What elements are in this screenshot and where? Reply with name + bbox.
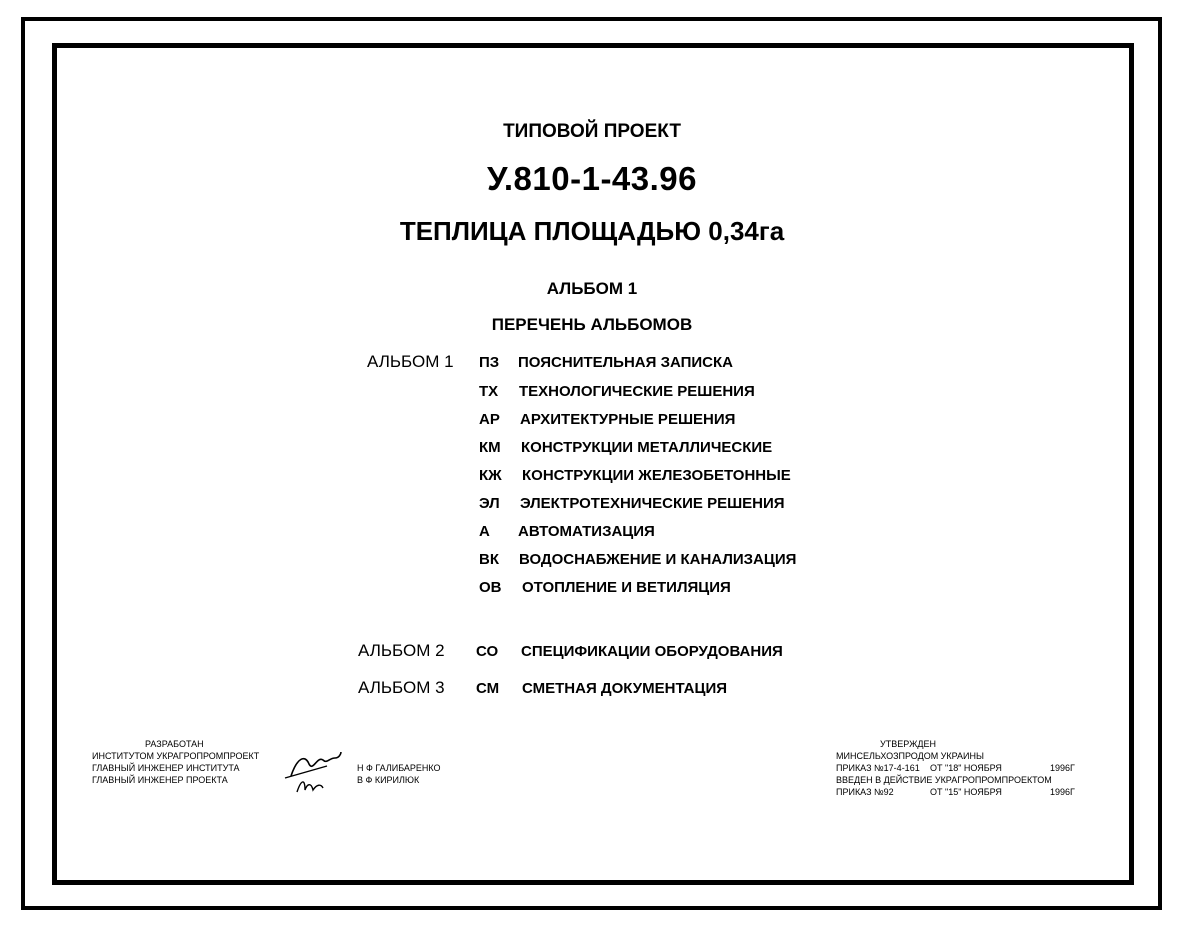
album-1-item-3-name: АРХИТЕКТУРНЫЕ РЕШЕНИЯ bbox=[520, 411, 736, 428]
album-1-item-1-name: ПОЯСНИТЕЛЬНАЯ ЗАПИСКА bbox=[518, 354, 733, 371]
developer-role-2: ГЛАВНЫЙ ИНЖЕНЕР ПРОЕКТА bbox=[92, 775, 228, 785]
album-3-label: АЛЬБОМ 3 bbox=[358, 678, 445, 697]
project-code: У.810-1-43.96 bbox=[486, 160, 698, 197]
album-1-item-6-code: ЭЛ bbox=[479, 495, 500, 512]
list-title: ПЕРЕЧЕНЬ АЛЬБОМОВ bbox=[491, 315, 693, 334]
album-1-item-6-name: ЭЛЕКТРОТЕХНИЧЕСКИЕ РЕШЕНИЯ bbox=[520, 495, 785, 512]
developer-title: РАЗРАБОТАН bbox=[145, 739, 204, 749]
album-1-item-9-name: ОТОПЛЕНИЕ И ВЕТИЛЯЦИЯ bbox=[522, 579, 731, 596]
approval-order-1-date: ОТ "18" НОЯБРЯ bbox=[930, 763, 1002, 773]
developer-name-1: Н Ф ГАЛИБАРЕНКО bbox=[357, 763, 441, 773]
album-1-item-8-name: ВОДОСНАБЖЕНИЕ И КАНАЛИЗАЦИЯ bbox=[519, 551, 797, 568]
album-1-item-8-code: ВК bbox=[479, 551, 499, 568]
approval-order-2: ПРИКАЗ №92 bbox=[836, 787, 894, 797]
approval-order-2-year: 1996Г bbox=[1050, 787, 1075, 797]
approval-title: УТВЕРЖДЕН bbox=[880, 739, 937, 749]
album-2-item-1-name: СПЕЦИФИКАЦИИ ОБОРУДОВАНИЯ bbox=[521, 643, 783, 660]
approval-order-1: ПРИКАЗ №17-4-161 bbox=[836, 763, 920, 773]
album-1-item-2-name: ТЕХНОЛОГИЧЕСКИЕ РЕШЕНИЯ bbox=[519, 383, 755, 400]
developer-org: ИНСТИТУТОМ УКРАГРОПРОМПРОЕКТ bbox=[92, 751, 260, 761]
album-1-item-5-code: КЖ bbox=[479, 467, 502, 484]
album-1-item-2-code: ТХ bbox=[479, 383, 499, 400]
document-header: ТИПОВОЙ ПРОЕКТ bbox=[503, 121, 681, 142]
approval-ministry: МИНСЕЛЬХОЗПРОДОМ УКРАИНЫ bbox=[836, 751, 984, 761]
album-3-item-1-code: СМ bbox=[476, 680, 500, 697]
album-1-item-9-code: ОВ bbox=[479, 579, 502, 596]
approval-order-2-date: ОТ "15" НОЯБРЯ bbox=[930, 787, 1002, 797]
developer-role-1: ГЛАВНЫЙ ИНЖЕНЕР ИНСТИТУТА bbox=[92, 763, 240, 773]
album-title: АЛЬБОМ 1 bbox=[546, 279, 638, 298]
signatures bbox=[283, 748, 345, 798]
album-2-item-1-code: СО bbox=[476, 643, 499, 660]
approval-introduced: ВВЕДЕН В ДЕЙСТВИЕ УКРАГРОПРОМПРОЕКТОМ bbox=[836, 775, 1052, 785]
album-1-label: АЛЬБОМ 1 bbox=[367, 352, 454, 371]
album-2-label: АЛЬБОМ 2 bbox=[358, 641, 445, 660]
album-1-item-4-code: КМ bbox=[479, 439, 501, 456]
album-1-item-5-name: КОНСТРУКЦИИ ЖЕЛЕЗОБЕТОННЫЕ bbox=[522, 467, 791, 484]
album-1-item-7-code: А bbox=[479, 523, 490, 540]
project-name: ТЕПЛИЦА ПЛОЩАДЬЮ 0,34га bbox=[399, 216, 785, 246]
album-1-item-1-code: ПЗ bbox=[479, 354, 500, 371]
album-3-item-1-name: СМЕТНАЯ ДОКУМЕНТАЦИЯ bbox=[522, 680, 728, 697]
album-1-item-4-name: КОНСТРУКЦИИ МЕТАЛЛИЧЕСКИЕ bbox=[521, 439, 773, 456]
developer-name-2: В Ф КИРИЛЮК bbox=[357, 775, 420, 785]
album-1-item-7-name: АВТОМАТИЗАЦИЯ bbox=[518, 523, 655, 540]
approval-order-1-year: 1996Г bbox=[1050, 763, 1075, 773]
album-1-item-3-code: АР bbox=[479, 411, 500, 428]
